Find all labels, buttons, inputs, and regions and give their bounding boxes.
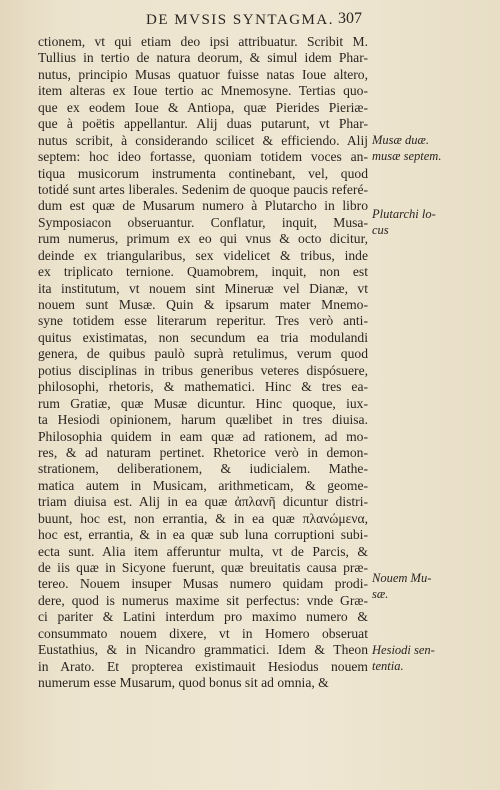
margin-note-musae-duae xyxy=(372,132,490,164)
margin-note-line: Nouem Mu- xyxy=(372,571,432,585)
text-line: nouem sunt Musæ. Quin & ipsarum mater Mnemo- xyxy=(38,297,368,312)
text-line: rum Gratiæ, quæ Musæ dicuntur. Hinc quoque, iux- xyxy=(38,395,368,411)
text-line: que ex eodem Ioue & Antiopa, quæ Pierides Pieriæ- xyxy=(38,99,368,115)
text-line: triam diuisa est. Alij in ea quæ ἀπλανῆ dicuntur distri- xyxy=(38,494,368,510)
text-line: strationem, deliberationem, & iudicialem. Mathe- xyxy=(38,461,368,477)
margin-note-line: Hesiodi sen- xyxy=(372,643,435,657)
text-line: numerum esse Musarum, quod bonus sit ad omnia, & xyxy=(38,675,329,691)
text-line: totidé sunt artes liberales. Sedenim de quoque paucis referé- xyxy=(38,181,368,197)
text-line: Tullius in tertio de natura deorum, & simul idem Phar- xyxy=(38,50,368,66)
text-line: ex triplicato ternione. Quamobrem, inquit, non est xyxy=(38,264,368,280)
text-line: Eustathius, & in Nicandro grammatici. Idem & Theon xyxy=(38,642,368,658)
text-line: rum numerus, primum ex eo qui vnus & octo dicitur, xyxy=(38,231,368,247)
text-line: item alteras ex Ioue tertio ac Mnemosyne. Tertias quo- xyxy=(38,83,368,99)
margin-note-nouem-musae xyxy=(372,570,490,602)
text-line: tereo. Nouem insuper Musas numero quidam prodi- xyxy=(38,576,368,592)
text-line: hoc est, errantia, & in ea quæ sub luna corruptioni subi- xyxy=(38,527,368,543)
margin-note-line: Plutarchi lo- xyxy=(372,207,436,221)
text-line: in Arato. Et propterea existimauit Hesiodus nouem xyxy=(38,658,368,674)
text-line: ecta sunt. Alia item afferuntur multa, vt de Parcis, & xyxy=(38,543,368,559)
text-line: syne totidem esse literarum reperitur. Tres verò anti- xyxy=(38,313,368,329)
text-line: ita institutum, vt nouem sint Mineruæ vel Dianæ, vt xyxy=(38,280,368,296)
margin-note-line: musæ septem. xyxy=(372,149,442,163)
margin-note-line: sæ. xyxy=(372,587,389,601)
running-header: DE MVSIS SYNTAGMA. xyxy=(146,12,334,28)
text-line: Philosophia quidem in eam quæ ad rationem, ad mo- xyxy=(38,428,368,444)
text-line: quitus existimatas, non secundum ea tria modulandi xyxy=(38,329,368,345)
text-line: septem: hoc ideo fortasse, quoniam totidem voces an- xyxy=(38,149,368,165)
text-line: ci pariter & Latini interdum pro maximo numero & xyxy=(38,609,368,625)
main-text-block xyxy=(38,34,368,692)
text-line: de iis quæ in Sicyone fuerunt, quæ breuitatis causa præ- xyxy=(38,560,368,575)
margin-note-line: Musæ duæ. xyxy=(372,133,429,147)
text-line: dere, quod is numerus maxime sit perfectus: vnde Græ- xyxy=(38,592,368,608)
margin-note-hesiodi-sententia xyxy=(372,642,490,674)
text-line: nutus, principio Musas quatuor fuisse natas Ioue altero, xyxy=(38,66,368,82)
text-line: potius disciplinas in tribus generibus veteres dispósuere, xyxy=(38,362,368,378)
margin-note-plutarchi-locus xyxy=(372,206,490,238)
text-line: dum est quæ de Musarum numero à Plutarcho in libro xyxy=(38,198,368,214)
page-number: 307 xyxy=(338,10,362,27)
text-line: buunt, hoc est, non errantia, & in ea quæ πλανώμενα, xyxy=(38,510,368,526)
text-line: matica autem in Musicam, arithmeticam, & geome- xyxy=(38,477,368,493)
text-line: philosophi, rhetoris, & mathematici. Hinc & tres ea- xyxy=(38,379,368,395)
text-line: ta Hesiodi opinionem, harum quælibet in tres diuisa. xyxy=(38,412,368,428)
text-line: res, & ad naturam pertinet. Rhetorice verò in demon- xyxy=(38,444,368,460)
margin-note-line: tentia. xyxy=(372,659,404,673)
text-line: deinde ex triangularibus, sex videlicet & tribus, inde xyxy=(38,247,368,263)
text-line: tiqua musicorum instrumenta continebant, vel, quod xyxy=(38,165,368,181)
text-line: nutus scribit, à considerando scilicet & efficiendo. Alij xyxy=(38,132,368,148)
text-line: Symposiacon obseruantur. Conflatur, inquit, Musa- xyxy=(38,214,368,230)
margin-note-line: cus xyxy=(372,223,389,237)
text-line: consummato nouem dixere, vt in Homero obseruat xyxy=(38,625,368,641)
text-line: genera, de quibus paulò suprà retulimus, verum quod xyxy=(38,346,368,362)
text-line: ctionem, vt qui etiam deo ipsi attribuatur. Scribit M. xyxy=(38,34,368,49)
text-line: que à poëtis appellantur. Alij duas putarunt, vt Phar- xyxy=(38,116,368,132)
